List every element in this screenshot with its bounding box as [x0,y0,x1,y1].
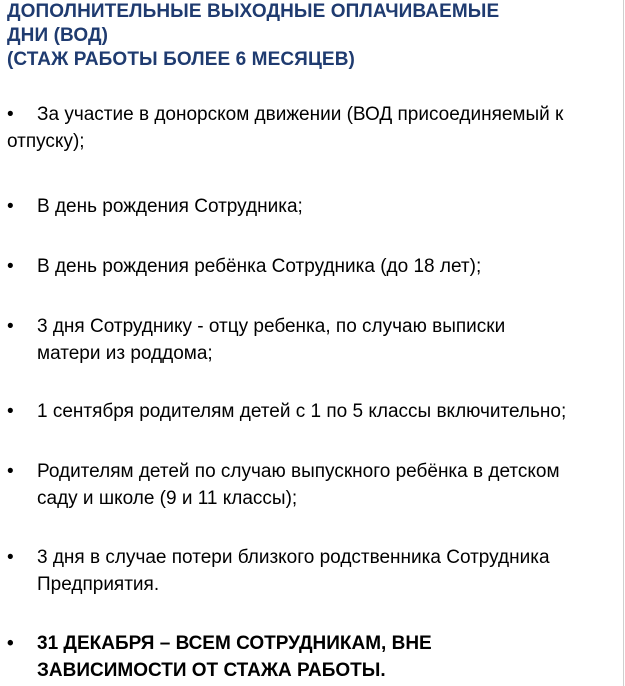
bullet-icon: • [7,633,14,654]
list-item-text: За участие в донорском движении (ВОД присоединяемый к отпуску); [7,104,564,152]
list-item-text: 1 сентября родителям детей с 1 по 5 классы включительно; [37,401,567,422]
page-right-border [623,0,624,686]
list-item [7,101,623,155]
bullet-icon: • [7,461,14,482]
bullet-icon: • [7,401,14,422]
list-item-text: В день рождения Сотрудника; [37,196,303,217]
bullet-icon: • [7,547,14,568]
bullet-icon: • [7,104,14,125]
list-item [7,253,623,280]
list-item [7,193,623,220]
title-line-3: (СТАЖ РАБОТЫ БОЛЕЕ 6 МЕСЯЦЕВ) [7,49,355,70]
bullet-icon: • [7,256,14,277]
title-line-1: ДОПОЛНИТЕЛЬНЫЕ ВЫХОДНЫЕ ОПЛАЧИВАЕМЫЕ [7,1,500,22]
list-item-text: 3 дня в случае потери близкого родственника Сотрудника Предприятия. [37,547,550,595]
list-item [7,313,623,367]
list-item [7,544,623,598]
bullet-icon: • [7,196,14,217]
list-item [7,458,623,512]
bullet-icon: • [7,316,14,337]
list-item-text: Родителям детей по случаю выпускного ребёнка в детском саду и школе (9 и 11 классы); [37,461,560,509]
list-item-text-emphasis: 31 ДЕКАБРЯ – ВСЕМ СОТРУДНИКАМ, ВНЕ ЗАВИСИМОСТИ ОТ СТАЖА РАБОТЫ. [37,633,432,681]
list-item-text: В день рождения ребёнка Сотрудника (до 18 лет); [37,256,482,277]
list-item [7,630,623,684]
list-item [7,398,623,425]
page-title [7,0,617,72]
list-item-text: 3 дня Сотруднику - отцу ребенка, по случаю выписки матери из роддома; [37,316,506,364]
title-line-2: ДНИ (ВОД) [7,25,109,46]
